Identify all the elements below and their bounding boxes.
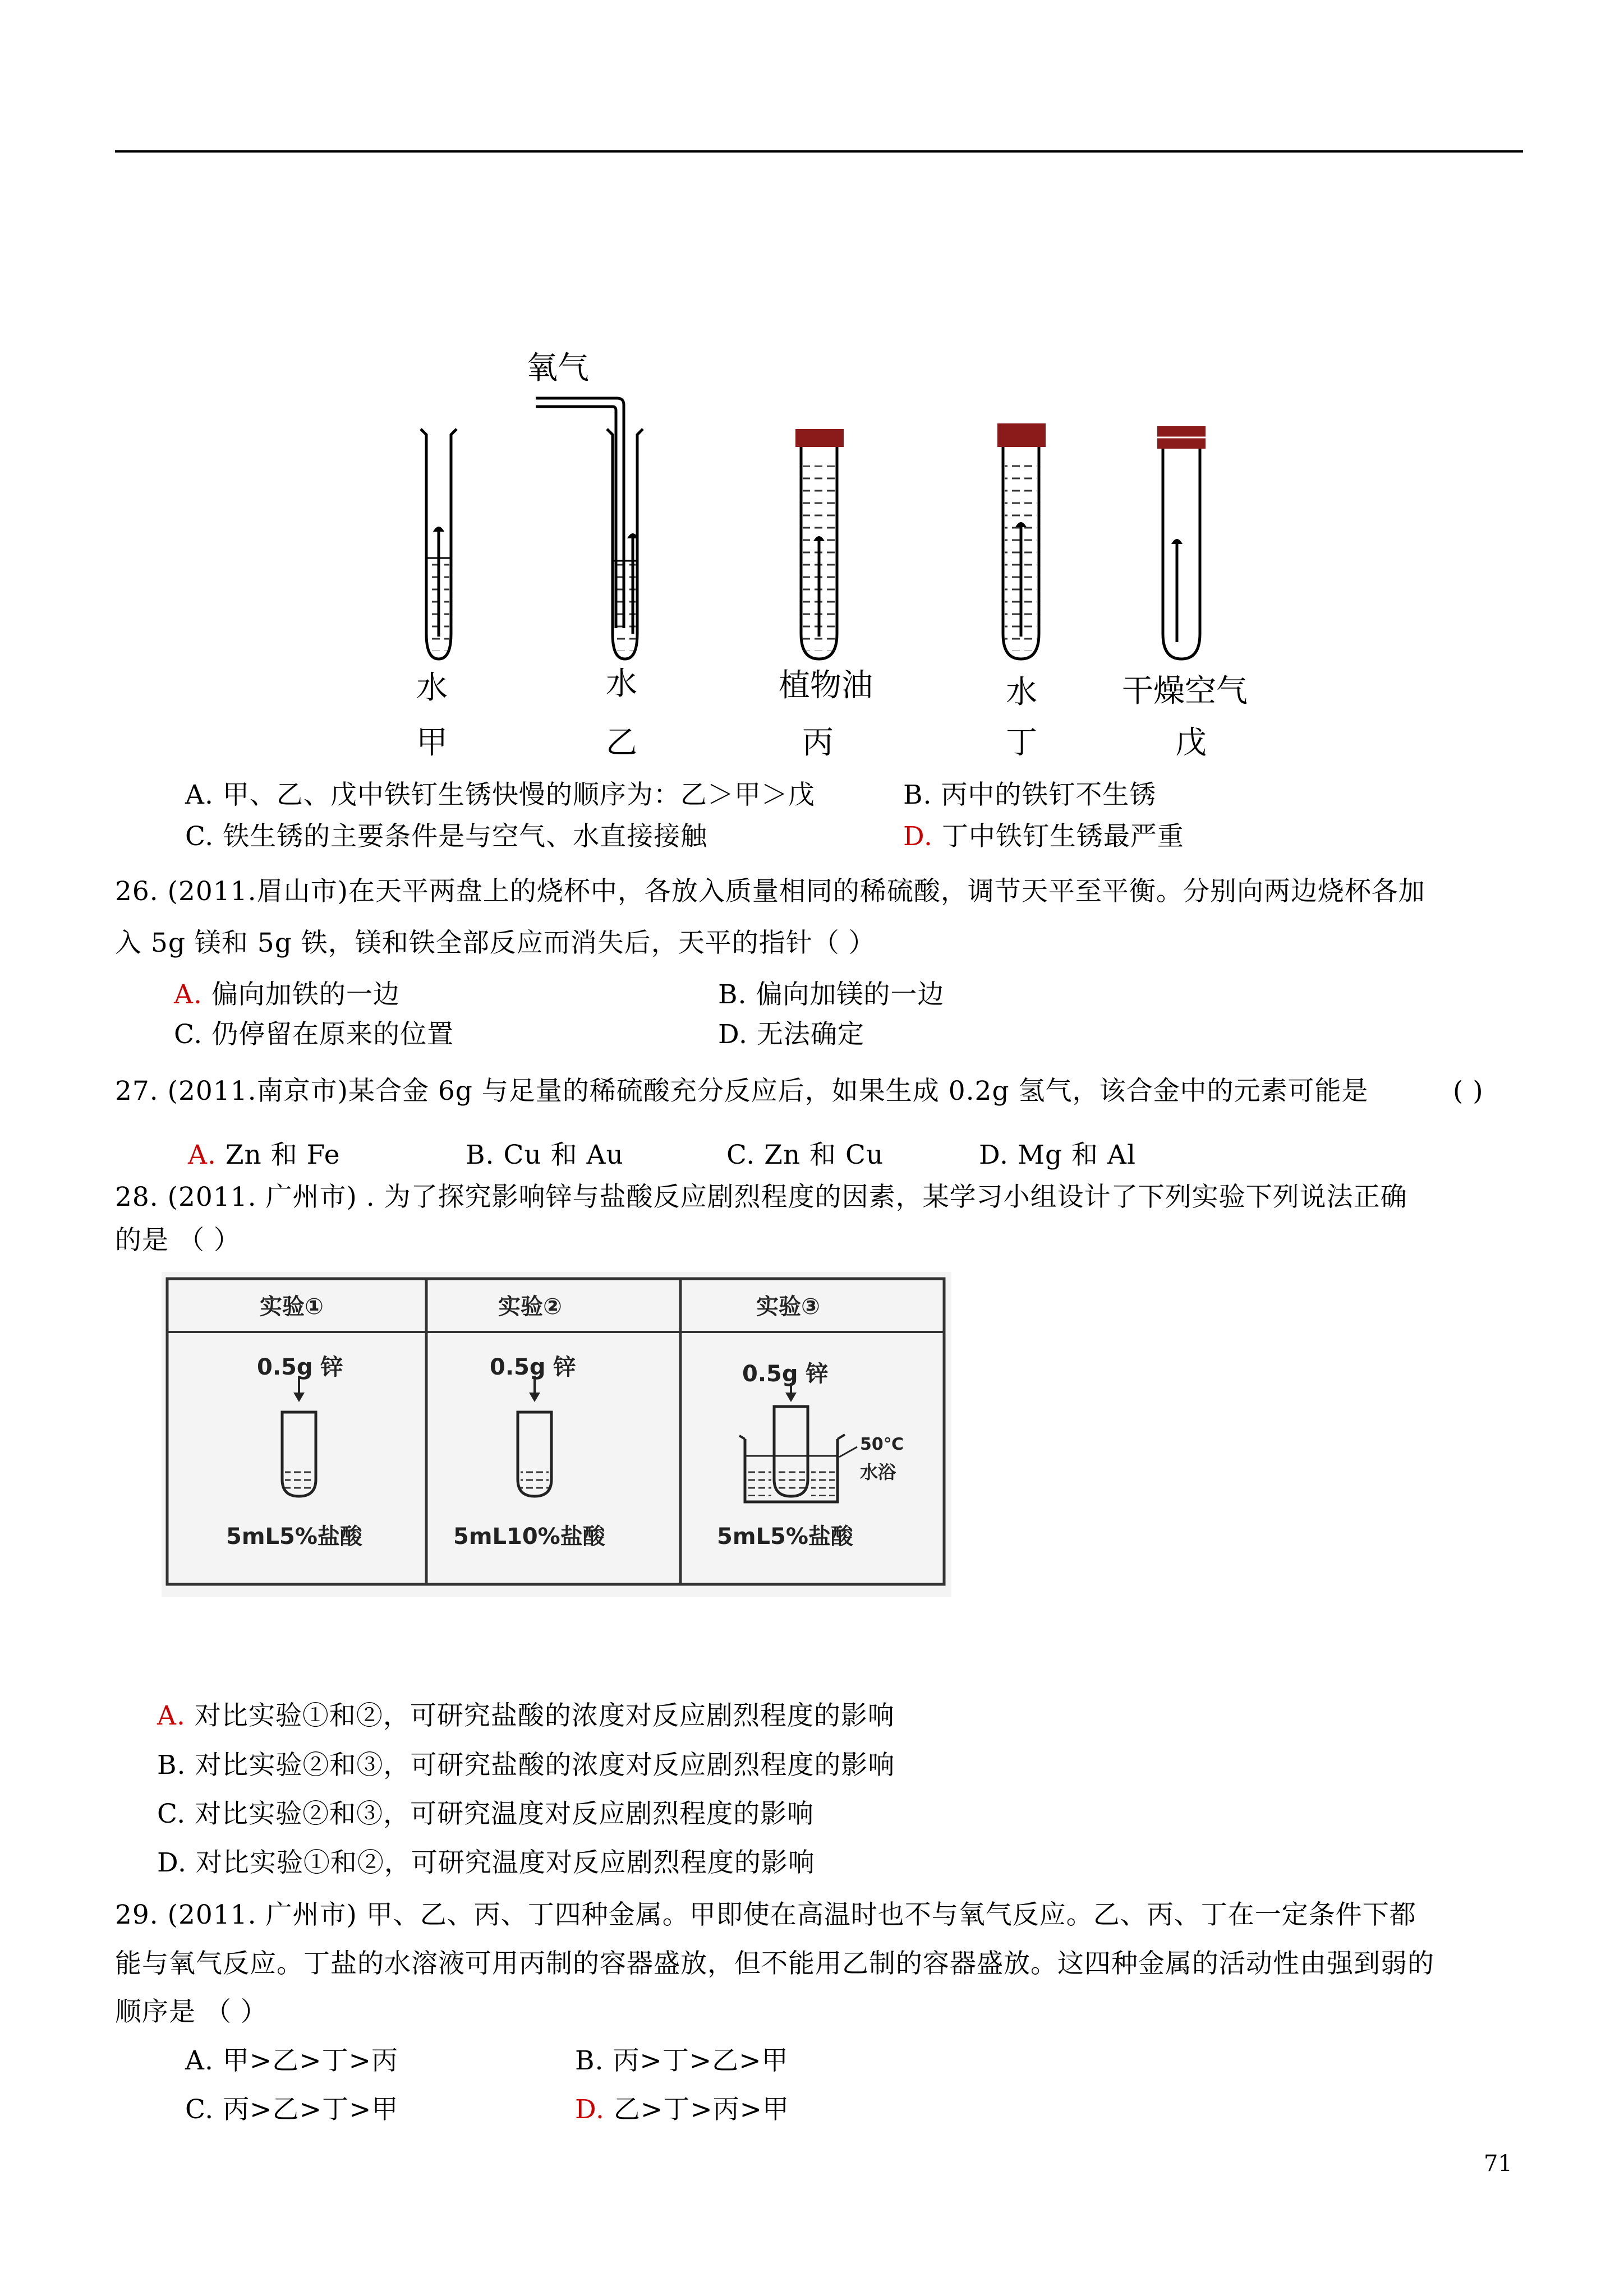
option-text: Zn 和 Cu: [764, 1140, 884, 1170]
option-letter: B.: [903, 780, 932, 810]
tube-ding-name: 丁: [1006, 725, 1037, 761]
q28-stem-line1: 28. (2011. 广州市) . 为了探究影响锌与盐酸反应剧烈程度的因素，某学习小组设计了下列实验下列说法正确: [115, 1182, 1407, 1212]
option-letter: A.: [157, 1700, 186, 1731]
option-letter: C.: [174, 1019, 203, 1050]
q29-stem-line2: 能与氧气反应。丁盐的水溶液可用丙制的容器盛放，但不能用乙制的容器盛放。这四种金属的活动性由强到弱的: [115, 1948, 1434, 1979]
tube-wu: [1157, 426, 1206, 659]
tube-yi-substance: 水: [606, 666, 637, 702]
q26-stem-line2: 入 5g 镁和 5g 铁，镁和铁全部反应而消失后，天平的指针（ ）: [115, 928, 876, 958]
q27-option-b: [466, 1138, 624, 1172]
option-letter: A.: [188, 1140, 217, 1170]
tube-yi: [536, 398, 643, 659]
option-letter: D.: [903, 821, 933, 852]
exp2-tube: [518, 1376, 551, 1496]
exp1-acid-label: 5mL5%盐酸: [226, 1524, 362, 1550]
exp2-title: 实验②: [498, 1294, 562, 1320]
tube-bing-name: 丙: [802, 725, 834, 761]
option-letter: B.: [466, 1140, 495, 1170]
q28-option-d: [157, 1846, 815, 1880]
q25-option-c: [185, 820, 707, 854]
tube-jia-substance: 水: [416, 670, 448, 706]
q26-option-c: [174, 1018, 454, 1052]
q28-option-a: [157, 1699, 895, 1733]
option-text: 对比实验②和③，可研究温度对反应剧烈程度的影响: [195, 1799, 815, 1829]
option-letter: D.: [575, 2094, 605, 2125]
q27-option-a: [188, 1138, 341, 1172]
option-letter: B.: [575, 2045, 604, 2076]
option-text: 铁生锈的主要条件是与空气、水直接接触: [223, 821, 708, 852]
tube-bing: [795, 429, 844, 659]
exp1-title: 实验①: [260, 1294, 324, 1320]
q28-option-c: [157, 1797, 814, 1831]
exp1-tube: [282, 1376, 316, 1496]
tube-jia: [421, 429, 457, 659]
q29-option-a: [185, 2044, 398, 2078]
option-text: 丙中的铁钉不生锈: [941, 780, 1157, 810]
q29-option-b: [575, 2044, 789, 2078]
q26-option-d: [718, 1018, 864, 1052]
option-letter: B.: [157, 1750, 186, 1781]
option-letter: C.: [157, 1799, 186, 1829]
q28-option-b: [157, 1749, 895, 1782]
exp3-bath-label: 水浴: [860, 1461, 896, 1483]
exp2-acid-label: 5mL10%盐酸: [453, 1524, 605, 1550]
q26-option-a: [174, 978, 400, 1012]
exp3-tube-in-bath: [739, 1383, 857, 1502]
option-text: Zn 和 Fe: [225, 1140, 341, 1170]
q28-stem-line2: 的是 （ ）: [115, 1225, 241, 1256]
tube-wu-name: 戊: [1175, 725, 1207, 761]
option-letter: D.: [157, 1847, 187, 1878]
option-text: 甲>乙>丁>丙: [222, 2045, 398, 2076]
tube-bing-substance: 植物油: [779, 667, 873, 704]
option-letter: B.: [718, 979, 747, 1010]
option-text: 丁中铁钉生锈最严重: [941, 821, 1184, 852]
option-text: 偏向加铁的一边: [211, 979, 400, 1010]
q29-stem-line3: 顺序是 （ ）: [115, 1997, 268, 2027]
page-number: 71: [1484, 2151, 1512, 2177]
exp3-title: 实验③: [756, 1294, 820, 1320]
option-text: 偏向加镁的一边: [756, 979, 945, 1010]
option-text: 甲、乙、戊中铁钉生锈快慢的顺序为：乙＞甲＞戊: [222, 780, 815, 810]
q27-option-c: [726, 1138, 884, 1172]
q27-answer-paren: ( ): [1453, 1076, 1484, 1106]
option-text: 对比实验①和②，可研究温度对反应剧烈程度的影响: [195, 1847, 815, 1878]
q29-stem-line1: 29. (2011. 广州市) 甲、乙、丙、丁四种金属。甲即使在高温时也不与氧气反应。乙、丙、丁在一定条件下都: [115, 1899, 1416, 1930]
q25-option-b: [903, 778, 1156, 812]
option-letter: C.: [185, 2094, 214, 2125]
oxygen-label: 氧气: [526, 350, 589, 386]
tube-ding-substance: 水: [1006, 674, 1037, 711]
q25-option-d: [903, 820, 1184, 854]
zinc-experiment-table: [162, 1272, 951, 1597]
option-letter: A.: [185, 2045, 214, 2076]
tube-wu-substance: 干燥空气: [1122, 673, 1248, 709]
option-letter: C.: [726, 1140, 756, 1170]
q26-option-b: [718, 978, 944, 1012]
option-text: 仍停留在原来的位置: [211, 1019, 454, 1050]
q27-stem-line1: 27. (2011.南京市)某合金 6g 与足量的稀硫酸充分反应后，如果生成 0.2g 氢气，该合金中的元素可能是: [115, 1076, 1369, 1106]
tube-yi-name: 乙: [606, 725, 637, 761]
q25-option-a: [185, 778, 815, 812]
exp2-zinc-label: 0.5g 锌: [490, 1354, 576, 1380]
exp3-acid-label: 5mL5%盐酸: [717, 1524, 853, 1550]
exp3-bath-temp: 50℃: [860, 1435, 904, 1454]
option-text: 丙>丁>乙>甲: [613, 2045, 789, 2076]
option-text: 乙>丁>丙>甲: [613, 2094, 790, 2125]
option-letter: C.: [185, 821, 214, 852]
option-letter: A.: [174, 979, 203, 1010]
q29-option-d: [575, 2093, 789, 2127]
exp1-zinc-label: 0.5g 锌: [257, 1354, 343, 1380]
tube-ding: [997, 423, 1046, 659]
q29-option-c: [185, 2093, 398, 2127]
option-text: Mg 和 Al: [1017, 1140, 1136, 1170]
option-letter: D.: [979, 1140, 1009, 1170]
q26-stem-line1: 26. (2011.眉山市)在天平两盘上的烧杯中，各放入质量相同的稀硫酸，调节天平至平衡。分别向两边烧杯各加: [115, 876, 1425, 907]
option-text: 无法确定: [756, 1019, 864, 1050]
exp3-zinc-label: 0.5g 锌: [742, 1361, 829, 1387]
tube-jia-name: 甲: [416, 725, 448, 761]
option-text: 对比实验②和③，可研究盐酸的浓度对反应剧烈程度的影响: [195, 1750, 895, 1781]
option-text: Cu 和 Au: [503, 1140, 624, 1170]
option-letter: D.: [718, 1019, 748, 1050]
option-letter: A.: [185, 780, 214, 810]
option-text: 对比实验①和②，可研究盐酸的浓度对反应剧烈程度的影响: [194, 1700, 895, 1731]
header-rule: [115, 150, 1523, 153]
q27-option-d: [979, 1138, 1136, 1172]
option-text: 丙>乙>丁>甲: [223, 2094, 399, 2125]
